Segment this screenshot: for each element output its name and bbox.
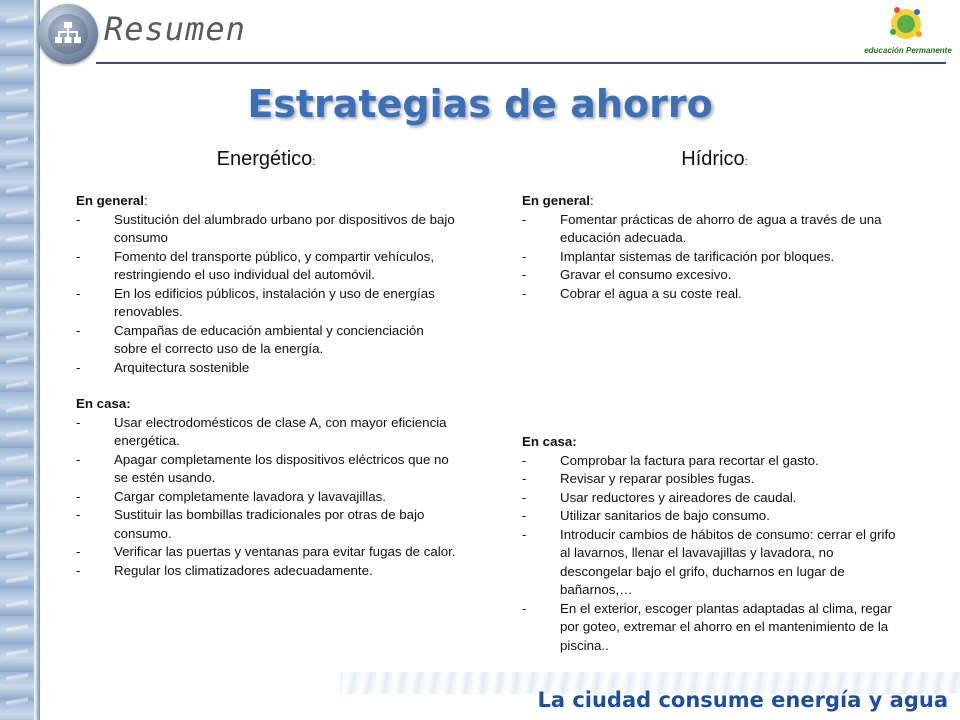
hidrico-heading: Hídrico: bbox=[681, 148, 748, 170]
list-item: - Apagar completamente los dispositivos eléctricos que no se estén usando. bbox=[76, 451, 456, 488]
list-item: - Implantar sistemas de tarificación por bloques. bbox=[522, 248, 907, 267]
main-title: Estrategias de ahorro bbox=[247, 82, 713, 126]
list-item: - En los edificios públicos, instalación y uso de energías renovables. bbox=[76, 285, 456, 322]
hidrico-general-label: En general: bbox=[522, 193, 594, 208]
list-item: - Sustitución del alumbrado urbano por dispositivos de bajo consumo bbox=[76, 211, 456, 248]
list-item: - En el exterior, escoger plantas adaptadas al clima, regar por goteo, extremar el ahorro en el mantenimiento de la piscina.. bbox=[522, 600, 907, 656]
energetico-general-list bbox=[76, 211, 456, 378]
list-item: - Campañas de educación ambiental y concienciación sobre el correcto uso de la energía. bbox=[76, 322, 456, 359]
header-title: Resumen bbox=[104, 10, 246, 48]
network-logo-icon bbox=[38, 4, 98, 64]
list-item: - Regular los climatizadores adecuadamente. bbox=[76, 562, 456, 581]
list-item: - Gravar el consumo excesivo. bbox=[522, 266, 907, 285]
header-divider bbox=[96, 62, 946, 64]
hidrico-casa-label: En casa: bbox=[522, 434, 577, 449]
list-item: - Introducir cambios de hábitos de consumo: cerrar el grifo al lavarnos, llenar el lavavajillas y lavadora, no descongelar bajo el grifo, ducharnos en lugar de bañarnos,… bbox=[522, 526, 907, 600]
list-item: - Revisar y reparar posibles fugas. bbox=[522, 470, 907, 489]
list-item: - Comprobar la factura para recortar el gasto. bbox=[522, 452, 907, 471]
list-item: - Usar reductores y aireadores de caudal. bbox=[522, 489, 907, 508]
list-item: - Usar electrodomésticos de clase A, con mayor eficiencia energética. bbox=[76, 414, 456, 451]
list-item: - Arquitectura sostenible bbox=[76, 359, 456, 378]
energetico-general-label: En general: bbox=[76, 193, 148, 208]
footer-text: La ciudad consume energía y agua bbox=[537, 688, 948, 712]
brand-logo bbox=[862, 4, 952, 64]
list-item: - Fomento del transporte público, y compartir vehículos, restringiendo el uso individual del automóvil. bbox=[76, 248, 456, 285]
energetico-casa-list bbox=[76, 414, 456, 581]
energetico-column bbox=[76, 146, 456, 580]
energetico-heading: Energético: bbox=[216, 148, 316, 170]
energetico-casa-label: En casa: bbox=[76, 396, 131, 411]
brand-figure-icon bbox=[886, 4, 926, 44]
hidrico-casa-list bbox=[522, 452, 907, 656]
hidrico-general-list bbox=[522, 211, 907, 304]
list-item: - Fomentar prácticas de ahorro de agua a través de una educación adecuada. bbox=[522, 211, 907, 248]
list-item: - Cargar completamente lavadora y lavavajillas. bbox=[76, 488, 456, 507]
list-item: - Verificar las puertas y ventanas para evitar fugas de calor. bbox=[76, 543, 456, 562]
brand-text: educación Permanente bbox=[864, 46, 952, 55]
list-item: - Cobrar el agua a su coste real. bbox=[522, 285, 907, 304]
list-item: - Utilizar sanitarios de bajo consumo. bbox=[522, 507, 907, 526]
hidrico-column bbox=[522, 146, 907, 655]
list-item: - Sustituir las bombillas tradicionales por otras de bajo consumo. bbox=[76, 506, 456, 543]
